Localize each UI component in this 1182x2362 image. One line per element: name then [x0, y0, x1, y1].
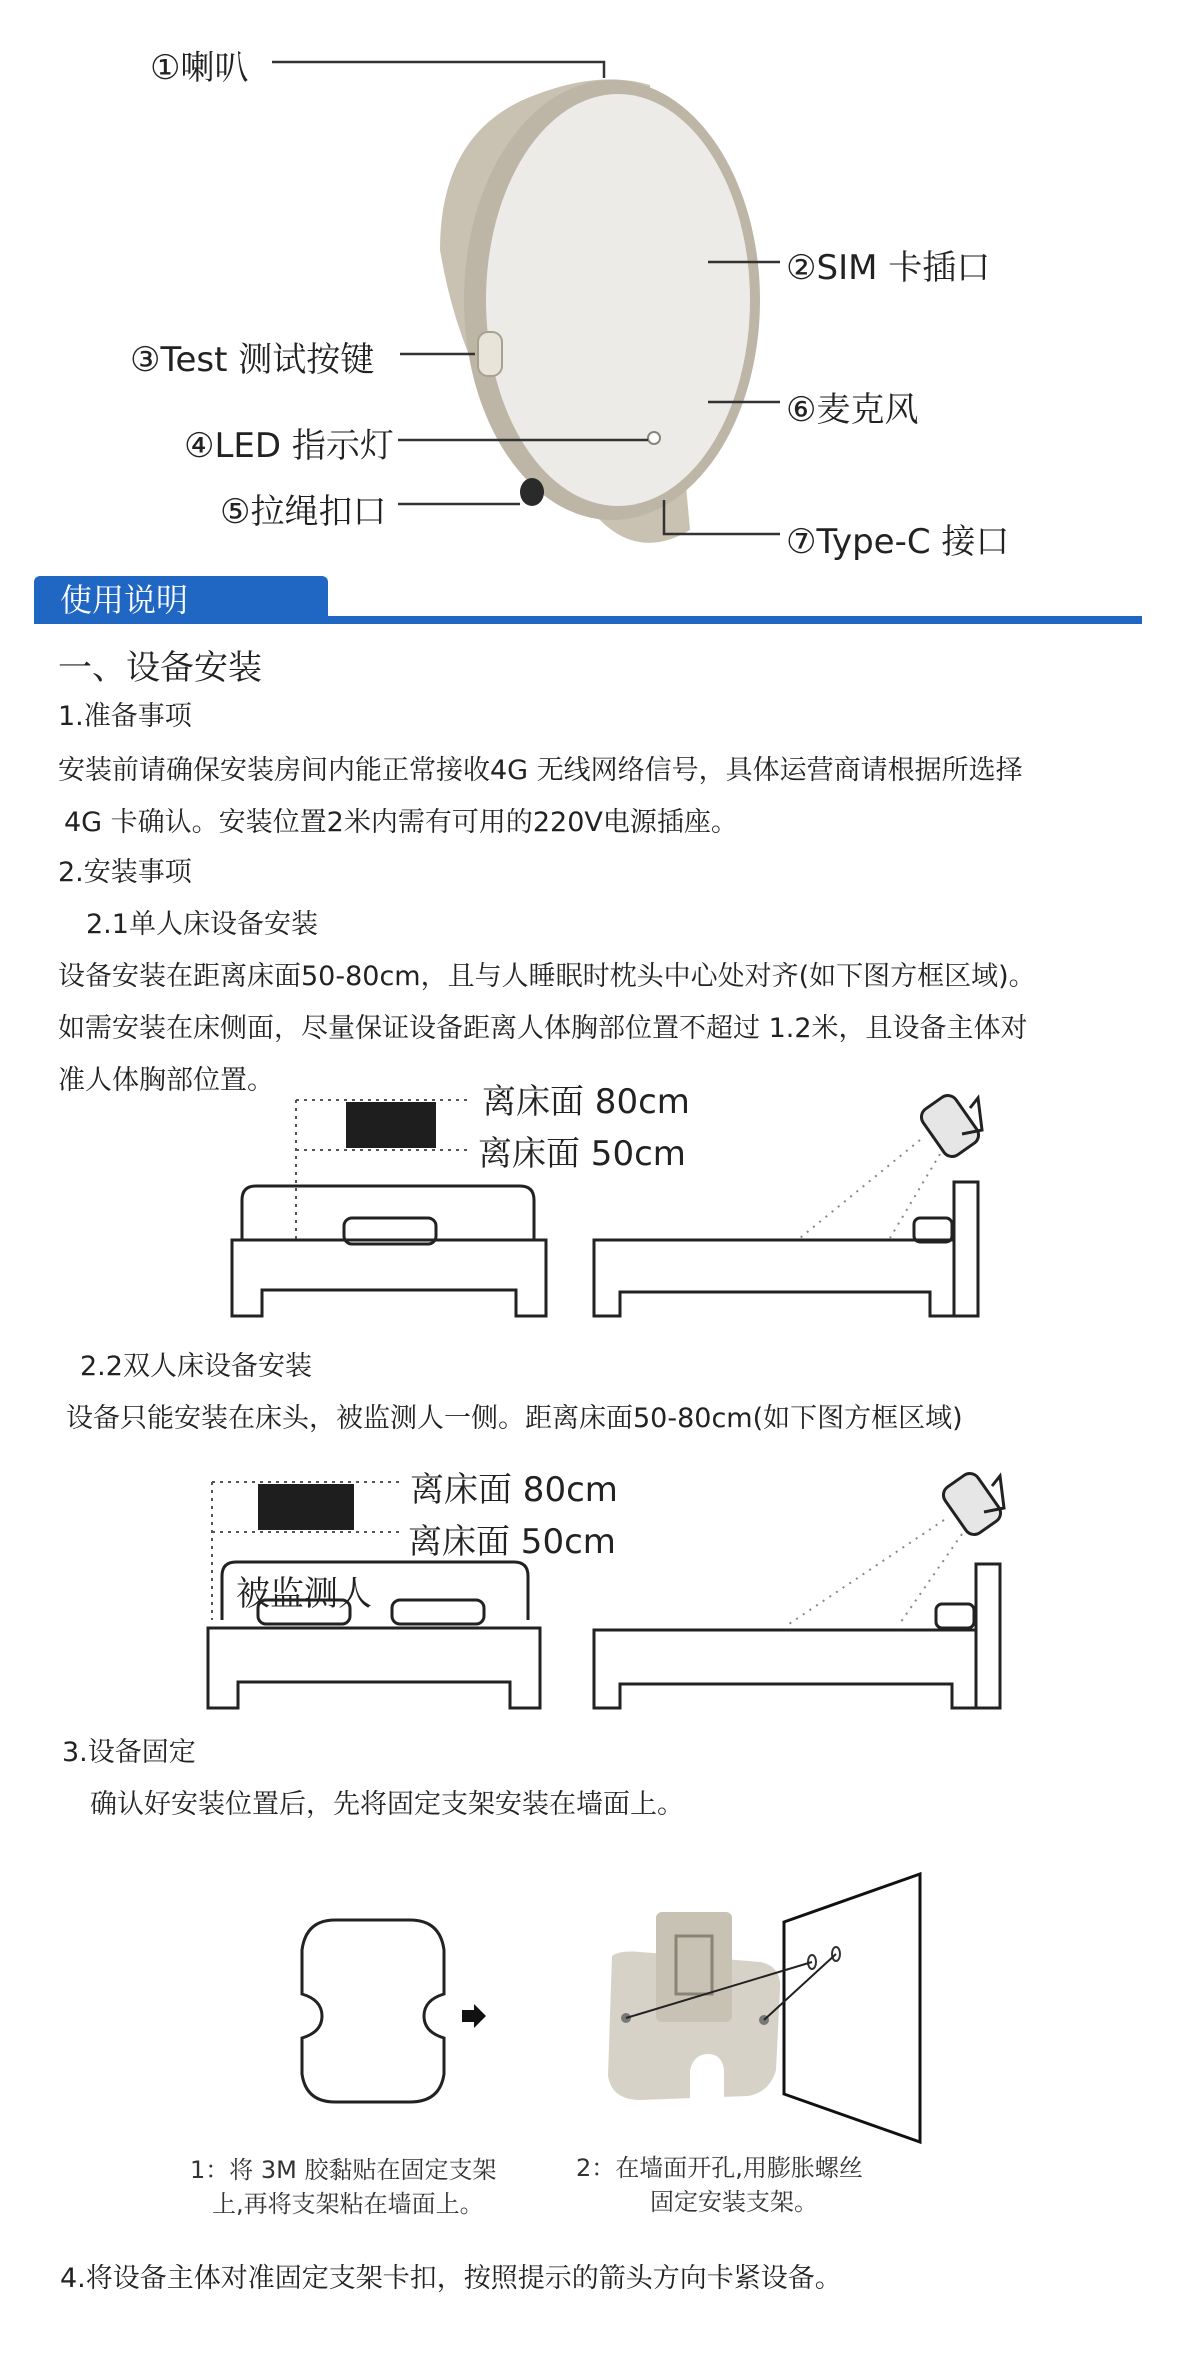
- mounting-bracket: [608, 1912, 780, 2100]
- prep-text-2: 4G 卡确认。安装位置2米内需有可用的220V电源插座。: [64, 807, 738, 838]
- single-text-3: 准人体胸部位置。: [58, 1065, 274, 1096]
- install-title: 2.安装事项: [58, 857, 192, 888]
- single-title: 2.1单人床设备安装: [86, 909, 318, 940]
- prep-title: 1.准备事项: [58, 701, 192, 732]
- caption-2-line-2: 固定安装支架。: [650, 2188, 818, 2216]
- caption-2-line-1: 2：在墙面开孔,用膨胀螺丝: [576, 2154, 863, 2182]
- single-text-2: 如需安装在床侧面，尽量保证设备距离人体胸部位置不超过 1.2米，且设备主体对: [58, 1013, 1028, 1044]
- label-sim: ②SIM 卡插口: [786, 248, 991, 288]
- single-text-1: 设备安装在距离床面50-80cm，且与人睡眠时枕头中心处对齐(如下图方框区域)。: [58, 961, 1036, 992]
- double-label-50: 离床面 50cm: [408, 1522, 616, 1562]
- step-4-text: 4.将设备主体对准固定支架卡扣，按照提示的箭头方向卡紧设备。: [60, 2263, 842, 2294]
- single-label-50: 离床面 50cm: [478, 1134, 686, 1174]
- label-mic: ⑥麦克风: [786, 390, 919, 430]
- caption-1-line-1: 1：将 3M 胶黏贴在固定支架: [190, 2156, 497, 2184]
- prep-text-1: 安装前请确保安装房间内能正常接收4G 无线网络信号，具体运营商请根据所选择: [58, 755, 1023, 786]
- wall-panel: [784, 1874, 920, 2142]
- double-title: 2.2双人床设备安装: [80, 1351, 312, 1382]
- monitored-person-label: 被监测人: [236, 1574, 372, 1614]
- label-test: ③Test 测试按键: [130, 340, 375, 380]
- bracket-outline: [302, 1920, 444, 2102]
- label-speaker: ①喇叭: [150, 48, 249, 88]
- double-label-80: 离床面 80cm: [410, 1470, 618, 1510]
- arrow-right-icon: [462, 2004, 486, 2028]
- section-banner: 使用说明: [34, 576, 328, 624]
- section-title: 一、设备安装: [58, 648, 262, 688]
- label-typec: ⑦Type-C 接口: [786, 522, 1010, 562]
- double-text: 设备只能安装在床头，被监测人一侧。距离床面50-80cm(如下图方框区域): [66, 1403, 963, 1434]
- single-label-80: 离床面 80cm: [482, 1082, 690, 1122]
- fix-title: 3.设备固定: [62, 1737, 196, 1768]
- label-led: ④LED 指示灯: [184, 426, 394, 466]
- label-lanyard: ⑤拉绳扣口: [220, 492, 387, 532]
- caption-1-line-2: 上,再将支架粘在墙面上。: [212, 2190, 484, 2218]
- fix-text: 确认好安装位置后，先将固定支架安装在墙面上。: [90, 1789, 684, 1820]
